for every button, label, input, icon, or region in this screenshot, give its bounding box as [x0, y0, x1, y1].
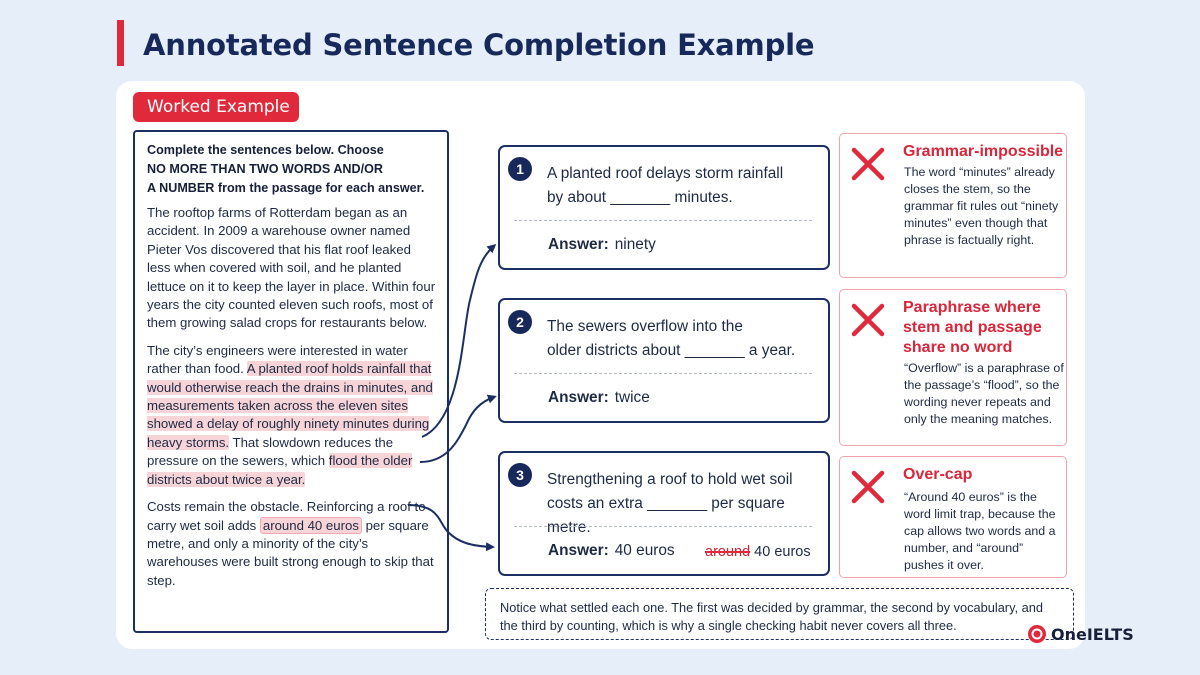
instruction-line-2: NO MORE THAN TWO WORDS AND/OR: [147, 162, 383, 176]
highlight-ninety-minutes: A planted roof holds rainfall that would otherwise reach the drains in minutes, and measurements taken across the eleven sites showed a delay of roughly ninety minutes during heavy storms.: [147, 361, 433, 450]
question-stem-1: [547, 162, 825, 210]
question-3-line-1: Strengthening a roof to hold wet soil: [547, 471, 793, 488]
answer-label: Answer:: [548, 389, 609, 406]
question-number-2: 2: [508, 310, 532, 334]
paragraph-3-text: Costs remain the obstacle. Reinforcing a roof to carry wet soil adds: [147, 499, 426, 533]
trap-title-2: Paraphrase where stem and passage share no word: [903, 299, 1042, 356]
question-2-line-2: older districts about _______ a year.: [547, 342, 796, 359]
paragraph-2-text: The city’s engineers were interested in water rather than food.: [147, 342, 408, 377]
cross-icon: [850, 146, 886, 182]
answer-value-1: ninety: [614, 236, 656, 253]
question-card-1: [498, 145, 830, 270]
brand-name: OneIELTS: [1051, 624, 1134, 644]
answer-label: Answer:: [548, 542, 609, 559]
trap-title-3: Over-cap: [903, 466, 973, 483]
trap-body-1: The word “minutes” already closes the stem, so the grammar fit rules out “ninety minutes” even though that phrase is factually right.: [904, 165, 1059, 248]
answer-2: [548, 389, 650, 407]
question-card-3: [498, 451, 830, 576]
cross-icon: [850, 469, 886, 505]
passage-paragraph-1: The rooftop farms of Rotterdam began as an accident. In 2009 a warehouse owner named Pieter Vos discovered that his flat roof leaked less when covered with soil, and he planted lettuce on it to keep the layer in place. Within four years the city counted eleven such roofs, most of them growing salad crops for restaurants below.: [147, 205, 436, 331]
passage-paragraph-2: [147, 342, 437, 489]
instruction-line-1: Complete the sentences below. Choose: [147, 143, 384, 157]
struck-word: around: [705, 544, 751, 560]
question-card-2: [498, 298, 830, 423]
trap-body-2: “Overflow” is a paraphrase of the passage’s “flood”, so the wording never repeats and only the meaning matches.: [904, 361, 1064, 427]
instruction-line-3: A NUMBER from the passage for each answer.: [147, 181, 425, 195]
passage-instructions: [147, 141, 437, 198]
paragraph-3-end: per square metre, and only a minority of the city’s warehouses were built strong enough to skip that step.: [147, 517, 434, 588]
answer-value-3: 40 euros: [614, 542, 675, 559]
summary-note: Notice what settled each one. The first was decided by grammar, the second by vocabulary, and the third by counting, which is why a single checking habit never covers all three.: [485, 588, 1074, 640]
brand-icon: [1027, 624, 1047, 644]
trap-card-2: [839, 289, 1067, 446]
question-2-line-1: The sewers overflow into the: [547, 318, 743, 335]
trap-card-3: [839, 456, 1067, 578]
dashed-divider: [514, 373, 812, 374]
passage-box: [133, 130, 449, 633]
cross-icon: [850, 302, 886, 338]
answer-3: [548, 542, 675, 560]
trap-card-1: [839, 133, 1067, 278]
highlight-around-40-euros: around 40 euros: [260, 517, 362, 534]
dashed-divider: [514, 220, 812, 221]
question-1-line-2: by about _______ minutes.: [547, 189, 733, 206]
passage-paragraph-3: [147, 498, 437, 590]
answer-value-2: twice: [614, 389, 650, 406]
page-title: Annotated Sentence Completion Example: [143, 28, 815, 62]
answer-label: Answer:: [548, 236, 609, 253]
brand-logo: [1027, 624, 1134, 644]
wrong-answer-rest: 40 euros: [750, 544, 811, 560]
question-3-line-2: costs an extra _______ per square metre.: [547, 495, 785, 536]
wrong-answer-3: [705, 544, 811, 560]
trap-body-3: “Around 40 euros” is the word limit trap, because the cap allows two words and a number, and “around” pushes it over.: [904, 490, 1056, 573]
question-1-line-1: A planted roof delays storm rainfall: [547, 165, 784, 182]
question-number-3: 3: [508, 463, 532, 487]
question-stem-2: [547, 315, 825, 363]
dashed-divider: [514, 526, 812, 527]
question-number-1: 1: [508, 157, 532, 181]
question-stem-3: [547, 468, 825, 540]
paragraph-2-middle: That slowdown reduces the pressure on the sewers, which: [147, 434, 394, 469]
trap-title-1: Grammar-impossible: [903, 143, 1064, 160]
answer-1: [548, 236, 656, 254]
highlight-twice-a-year: flood the older districts about twice a year.: [147, 453, 413, 487]
title-accent-bar: [117, 20, 124, 66]
worked-example-badge: Worked Example: [133, 92, 299, 122]
